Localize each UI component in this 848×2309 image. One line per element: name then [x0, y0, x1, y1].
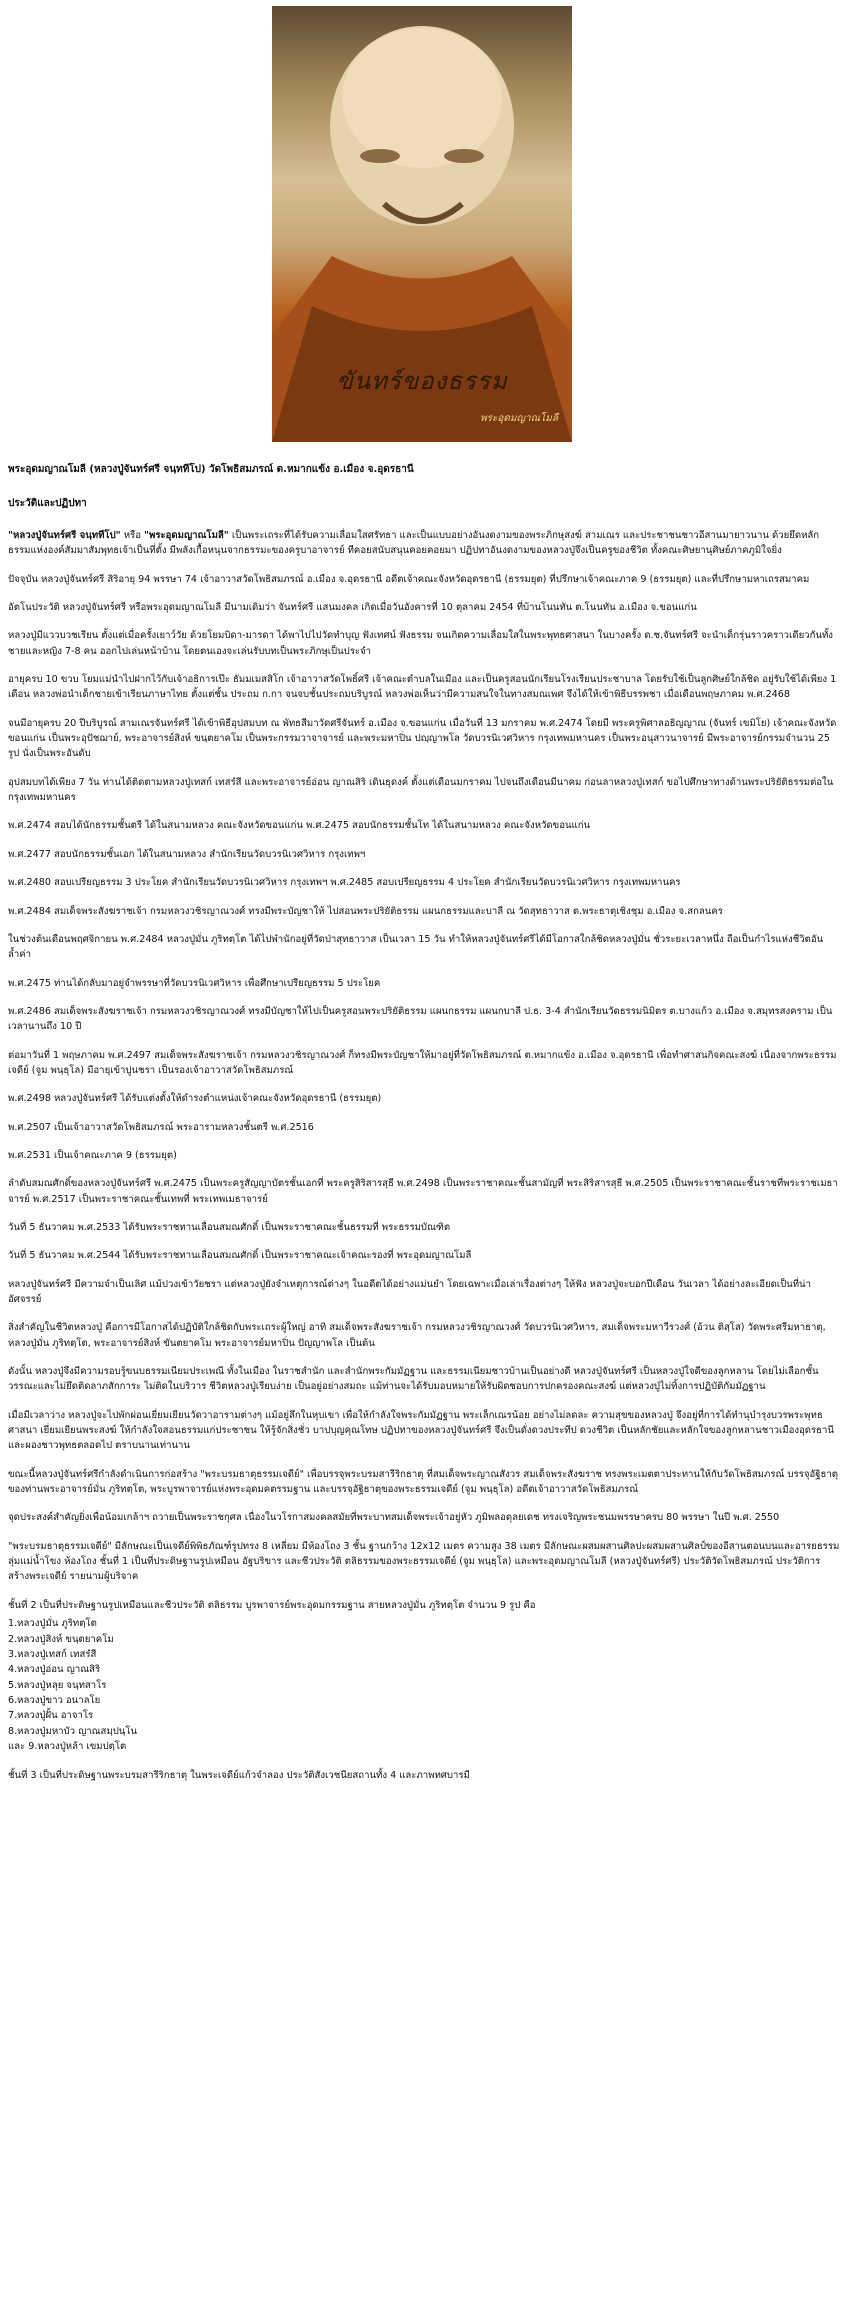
list-item: 1.หลวงปู่มั่น ภูริทตฺโต — [8, 1618, 97, 1630]
intro-name-1: "หลวงปู่จันทร์ศรี จนฺททีโป" — [8, 530, 121, 541]
section-heading: ประวัติและปฏิปทา — [8, 498, 87, 509]
intro-paragraph — [8, 528, 840, 559]
paragraph: ลำดับสมณศักดิ์ของหลวงปู่จันทร์ศรี พ.ศ.2475 เป็นพระครูสัญญาบัตรชั้นเอกที่ พระครูสิริสารสุธี พ.ศ.2498 เป็นพระราชาคณะชั้นสามัญที่ พระสิริสารสุธี พ.ศ.2505 เป็นพระราชาคณะชั้นราชที่พระราชเมธาจารย์ พ.ศ.2517 เป็นพระราชาคณะชั้นเทพที่ พระเทพเมธาจารย์ — [8, 1178, 838, 1205]
intro-connector: หรือ — [120, 530, 145, 541]
paragraph: "พระบรมธาตุธรรมเจดีย์" มีลักษณะเป็นเจดีย์พิพิธภัณฑ์รูปทรง 8 เหลี่ยม มีห้องโถง 3 ชั้น ฐานกว้าง 12x12 เมตร ความสูง 38 เมตร มีลักษณะผสมผสานศิลปะผสมผสานศิลป์ของอีสานตอนบนและอารยธรรมลุ่มแม่น้ำโขง ห้องโถง ชั้นที่ 1 เป็นที่ประดิษฐานรูปเหมือน อัฐบริขาร และชีวประวัติ ตลิธรรมของพระธรรมเจดีย์ (จูม พนฺธุโล) และพระอุดมญาณโมลี (หลวงปู่จันทร์ศรี) ประวัติวัดโพธิสมภรณ์ ประวัติการสร้างพระเจดีย์ รายนามผู้บริจาค — [8, 1540, 840, 1583]
paragraph: พ.ศ.2480 สอบเปรียญธรรม 3 ประโยค สำนักเรียนวัดบวรนิเวศวิหาร กรุงเทพฯ พ.ศ.2485 สอบเปรียญธรรม 4 ประโยค สำนักเรียนวัดบวรนิเวศวิหาร กรุงเทพมหานคร — [8, 877, 681, 889]
list-item: 8.หลวงปู่มหาบัว ญาณสมฺปนฺโน — [8, 1725, 138, 1737]
paragraph: พ.ศ.2484 สมเด็จพระสังฆราชเจ้า กรมหลวงวชิรญาณวงศ์ ทรงมีพระบัญชาให้ ไปสอนพระปริยัติธรรม แผนกธรรมและบาลี ณ วัดสุทธาวาส ต.พระธาตุเชิงชุม อ.เมือง จ.สกลนคร — [8, 905, 723, 917]
portrait-caption: ขันทร์ของธรรม — [336, 367, 508, 395]
portrait-signature: พระอุดมญาณโมลี — [480, 413, 558, 424]
paragraph: วันที่ 5 ธันวาคม พ.ศ.2533 ได้รับพระราชทานเลื่อนสมณศักดิ์ เป็นพระราชาคณะชั้นธรรมที่ พระธรรมบัณฑิต — [8, 1221, 451, 1233]
paragraph: ดังนั้น หลวงปู่จึงมีความรอบรู้ขนบธรรมเนียมประเพณี ทั้งในเมือง ในราชสำนัก และสำนักพระกัมมัฏฐาน และธรรมเนียมชาวบ้านเป็นอย่างดี หลวงปู่จันทร์ศรี เป็นหลวงปู่ใจดีของลูกหลาน โดยไม่เลือกชั้นวรรณะและไม่ยึดติดลาภสักการะ ไม่ติดในบริวาร ชีวิตหลวงปู่เรียบง่าย เป็นอยู่อย่างสมถะ แม้ท่านจะได้รับมอบหมายให้รับผิดชอบการปกครองคณะสงฆ์ แต่หลวงปู่ไม่ทิ้งการปฏิบัติกัมมัฏฐาน — [8, 1366, 819, 1393]
list-item: 2.หลวงปู่สิงห์ ขนฺตยาคโม — [8, 1633, 114, 1645]
article-title: พระอุดมญาณโมลี (หลวงปู่จันทร์ศรี จนฺททีโป) วัดโพธิสมภรณ์ ต.หมากแข้ง อ.เมือง จ.อุดรธานี — [8, 464, 414, 475]
list-item: 3.หลวงปู่เทสก์ เทสรํสี — [8, 1648, 97, 1660]
monk-portrait-image — [272, 6, 572, 442]
paragraph: ต่อมาวันที่ 1 พฤษภาคม พ.ศ.2497 สมเด็จพระสังฆราชเจ้า กรมหลวงวชิรญาณวงศ์ ก็ทรงมีพระบัญชาให้มาอยู่ที่วัดโพธิสมภรณ์ ต.หมากแข้ง อ.เมือง จ.อุดรธานี เพื่อทำศาสนกิจคณะสงฆ์ เนื่องจากพระธรรมเจดีย์ (จูม พนฺธุโล) มีอายุเข้าปูนชรา เป็นรองเจ้าอาวาสวัดโพธิสมภรณ์ — [8, 1049, 837, 1076]
master-list — [8, 1616, 840, 1754]
paragraph: พ.ศ.2475 ท่านได้กลับมาอยู่จำพรรษาที่วัดบวรนิเวศวิหาร เพื่อศึกษาเปรียญธรรม 5 ประโยค — [8, 977, 381, 989]
biography-paragraphs — [8, 572, 840, 1613]
paragraph: พ.ศ.2507 เป็นเจ้าอาวาสวัดโพธิสมภรณ์ พระอารามหลวงชั้นตรี พ.ศ.2516 — [8, 1121, 314, 1133]
intro-text: เป็นพระเถระที่ได้รับความเลื่อมใสศรัทธา และเป็นแบบอย่างอันงดงามของพระภิกษุสงฆ์ สามเณร และประชาชนชาวอีสานมายาวนาน ด้วยยึดหลักธรรมแห่งองค์สัมมาสัมพุทธเจ้าเป็นที่ตั้ง มีพลังเกื้อหนุนจากธรรมะของครูบาอาจารย์ ทีคอยสนับสนุนคอยคอยมา ปฏิปทาอันงดงามของหลวงปู่จึงเป็นครูของชีวิต ทั้งคณะศิษยานุศิษย์ภาคภูมิใจยิ่ง — [8, 530, 820, 557]
paragraph: วันที่ 5 ธันวาคม พ.ศ.2544 ได้รับพระราชทานเลื่อนสมณศักดิ์ เป็นพระราชาคณะเจ้าคณะรองที่ พระอุดมญาณโมลี — [8, 1250, 472, 1262]
intro-name-2: "พระอุดมญาณโมลี" — [144, 530, 229, 541]
list-item: 5.หลวงปู่หลุย จนฺทสาโร — [8, 1679, 107, 1691]
closing-paragraph: ชั้นที่ 3 เป็นที่ประดิษฐานพระบรมสารีริกธาตุ ในพระเจดีย์แก้วจำลอง ประวัติสังเวชนียสถานทั้ง 4 และภาพทศบารมี — [8, 1770, 470, 1782]
paragraph: ชั้นที่ 2 เป็นที่ประดิษฐานรูปเหมือนและชีวประวัติ ตลิธรรม บูรพาจารย์พระอุดมกรรมฐาน สายหลวงปู่มั่น ภูริทตฺโต จำนวน 9 รูป คือ — [8, 1599, 536, 1611]
paragraph: หลวงปู่จันทร์ศรี มีความจำเป็นเลิศ แม้ปวงเข้าวัยชรา แต่หลวงปู่ยังจำเหตุการณ์ต่างๆ ในอดีตได้อย่างแม่นยำ โดยเฉพาะเมื่อเล่าเรื่องต่างๆ ให้ฟัง หลวงปู่จะบอกปีเดือน วันเวลา ได้อย่างละเอียดเป็นที่น่าอัศจรรย์ — [8, 1278, 812, 1305]
paragraph: พ.ศ.2498 หลวงปู่จันทร์ศรี ได้รับแต่งตั้งให้ดำรงตำแหน่งเจ้าคณะจังหวัดอุดรธานี (ธรรมยุต) — [8, 1093, 382, 1105]
paragraph: พ.ศ.2474 สอบได้นักธรรมชั้นตรี ได้ในสนามหลวง คณะจังหวัดขอนแก่น พ.ศ.2475 สอบนักธรรมชั้นโท ได้ในสนามหลวง คณะจังหวัดขอนแก่น — [8, 820, 591, 832]
paragraph: พ.ศ.2477 สอบนักธรรมชั้นเอก ได้ในสนามหลวง สำนักเรียนวัดบวรนิเวศวิหาร กรุงเทพฯ — [8, 848, 366, 860]
paragraph: พ.ศ.2486 สมเด็จพระสังฆราชเจ้า กรมหลวงวชิรญาณวงศ์ ทรงมีบัญชาให้ไปเป็นครูสอนพระปริยัติธรรม แผนกธรรม แผนกบาลี ป.ธ. 3-4 สำนักเรียนวัดธรรมนิมิตร ต.บางแก้ว อ.เมือง จ.สมุทรสงคราม เป็นเวลานานถึง 10 ปี — [8, 1005, 833, 1033]
article-body — [8, 462, 840, 1797]
paragraph: สิ่งสำคัญในชีวิตหลวงปู่ คือการมีโอกาสได้ปฏิบัติใกล้ชิดกับพระเถระผู้ใหญ่ อาทิ สมเด็จพระสังฆราชเจ้า กรมหลวงวชิรญาณวงศ์ วัดบวรนิเวศวิหาร, สมเด็จพระมหาวีรวงศ์ (อ้วน ติสฺโส) วัดพระศรีมหาธาตุ, หลวงปู่มั่น ภูริทตฺโต, พระอาจารย์สิงห์ ขันตยาคโม พระอาจารย์มหาปิ่น ปัญญาพโล เป็นต้น — [8, 1322, 826, 1349]
paragraph: เมื่อมีเวลาว่าง หลวงปู่จะไปพักผ่อนเยี่ยมเยียนวัดวาอารามต่างๆ แม้อยู่ลึกในหุบเขา เพื่อให้กำลังใจพระกัมมัฏฐาน พระเล็กเณรน้อย อย่างไม่ลดละ ความสุขของหลวงปู่ จึงอยู่ที่การได้ทำนุบำรุงบวรพระพุทธศาสนา เยี่ยมเยียนพระสงฆ์ ให้กำลังใจสอนธรรมแก่ประชาชน ให้รู้จักสิ่งชั่ว บาปบุญคุณโทษ ปฏิปทาของหลวงปู่จันทร์ศรี จึงเป็นดั่งดวงประทีป ดวงชีวิต เป็นหลักชัยและหลักใจของลูกหลานชาวเมืองอุดรธานี และผองชาวพุทธตลอดไป ตราบนานเท่านาน — [8, 1409, 834, 1452]
paragraph: หลวงปู่มีแววบวชเรียน ตั้งแต่เมื่อครั้งเยาว์วัย ด้วยโยมบิดา-มารดา ได้พาไปไปวัดทำบุญ ฟังเทศน์ ฟังธรรม จนเกิดความเลื่อมใสในพระพุทธศาสนา ในบางครั้ง ด.ช.จันทร์ศรี จะนำเด็กรุ่นราวคราวเดียวกันทั้งชายและหญิง 7-8 คน ออกไปเล่นหน้าบ้าน โดยตนเองจะเล่นรับบทเป็นพระภิกษุเป็นประจำ — [8, 630, 833, 657]
paragraph: พ.ศ.2531 เป็นเจ้าคณะภาค 9 (ธรรมยุต) — [8, 1149, 177, 1161]
paragraph: จุดประสงค์สำคัญยิ่งเพื่อน้อมเกล้าฯ ถวายเป็นพระราชกุศล เนื่องในวโรกาสมงคลสมัยที่พระบาทสมเด็จพระเจ้าอยู่หัว ภูมิพลอดุลยเดช ทรงเจริญพระชนมพรรษาครบ 80 พรรษา ในปี พ.ศ. 2550 — [8, 1512, 780, 1524]
paragraph: อายุครบ 10 ขวบ โยมแม่นำไปฝากไว้กับเจ้าอธิการเป๊ะ ธัมมเมสสิโก เจ้าอาวาสวัดโพธิ์ศรี เจ้าคณะตำบลในเมือง และเป็นครูสอนนักเรียนโรงเรียนประชาบาล โดยรับใช้เป็นลูกศิษย์ใกล้ชิด อยู่รับใช้ได้เพียง 1 เดือน หลวงพ่อนำเด็กชายเข้าเรียนภาษาไทย ตั้งแต่ชั้น ประถม ก.กา จนจบชั้นประถมบริบูรณ์ หลวงพ่อเห็นว่ามีความสนใจในทางสมณเพศ จึงได้ให้เข้าพิธีบรรพชา เมื่อเดือนพฤษภาคม พ.ศ.2468 — [8, 674, 837, 701]
paragraph: อัตโนประวัติ หลวงปู่จันทร์ศรี หรือพระอุดมญาณโมลี มีนามเดิมว่า จันทร์ศรี แสนมงคล เกิดเมื่อวันอังคารที่ 10 ตุลาคม 2454 ที่บ้านโนนทัน ต.โนนทัน อ.เมือง จ.ขอนแก่น — [8, 602, 697, 614]
list-item: และ 9.หลวงปู่หล้า เขมปตฺโต — [8, 1740, 127, 1752]
paragraph: อุปสมบทได้เพียง 7 วัน ท่านได้ติดตามหลวงปู่เทสก์ เทสรํสี และพระอาจารย์อ่อน ญาณสิริ เดินธุดงค์ ตั้งแต่เดือนมกราคม ไปจนถึงเดือนมีนาคม ก่อนลาหลวงปู่เทสก์ ขอไปศึกษาทางด้านพระปริยัติธรรมต่อในกรุงเทพมหานคร — [8, 776, 834, 804]
list-item: 6.หลวงปู่ขาว อนาลโย — [8, 1694, 101, 1706]
list-item: 7.หลวงปู่ฝั้น อาจาโร — [8, 1710, 94, 1722]
paragraph: ขณะนี้หลวงปู่จันทร์ศรีกำลังดำเนินการก่อสร้าง "พระบรมธาตุธรรมเจดีย์" เพื่อบรรจุพระบรมสารีริกธาตุ ที่สมเด็จพระญาณสังวร สมเด็จพระสังฆราช ทรงพระเมตตาประทานให้กับวัดโพธิสมภรณ์ บรรจุอัฐิธาตุของท่านพระอาจารย์มั่น ภูริทตฺโต, พระบูรพาจารย์แห่งพระอุดมคตรรมฐาน และบรรจุอัฐิธาตุของพระธรรมเจดีย์ (จูม พนฺธุโล) อดีตเจ้าอาวาสวัดโพธิสมภรณ์ — [8, 1468, 838, 1496]
paragraph: จนมีอายุครบ 20 ปีบริบูรณ์ สามเณรจันทร์ศรี ได้เข้าพิธีอุปสมบท ณ พัทธสีมาวัดศรีจันทร์ อ.เมือง จ.ขอนแก่น เมื่อวันที่ 13 มกราคม พ.ศ.2474 โดยมี พระครูพิศาลอธิญญาณ (จันทร์ เขมิโย) เจ้าคณะจังหวัดขอนแก่น เป็นพระอุปัชฌาย์, พระอาจารย์สิงห์ ขนฺตยาคโม เป็นพระกรรมวาจาจารย์ และพระมหาปิ่น ปญฺญาพโล วัดบวรนิเวศวิหาร กรุงเทพมหานคร เป็นพระอนุสาวนาจารย์ มีพระอาจารย์กรรมจำนวน 25 รูป นั่งเป็นพระอันดับ — [8, 717, 837, 760]
paragraph: ปัจจุบัน หลวงปู่จันทร์ศรี สิริอายุ 94 พรรษา 74 เจ้าอาวาสวัดโพธิสมภรณ์ อ.เมือง จ.อุดรธานี อดีตเจ้าคณะจังหวัดอุดรธานี (ธรรมยุต) ที่ปรึกษาเจ้าคณะภาค 9 (ธรรมยุต) และที่ปรึกษามหาเถรสมาคม — [8, 573, 810, 585]
paragraph: ในช่วงต้นเดือนพฤศจิกายน พ.ศ.2484 หลวงปู่มั่น ภูริทตฺโต ได้ไปพำนักอยู่ที่วัดป่าสุทธาวาส เป็นเวลา 15 วัน ทำให้หลวงปู่จันทร์ศรีได้มีโอกาสใกล้ชิดหลวงปู่มั่น ชั่วระยะเวลาหนึ่ง ถือเป็นกำไรแห่งชีวิตอันล้ำค่า — [8, 933, 824, 961]
list-item: 4.หลวงปู่อ่อน ญาณสิริ — [8, 1664, 101, 1676]
